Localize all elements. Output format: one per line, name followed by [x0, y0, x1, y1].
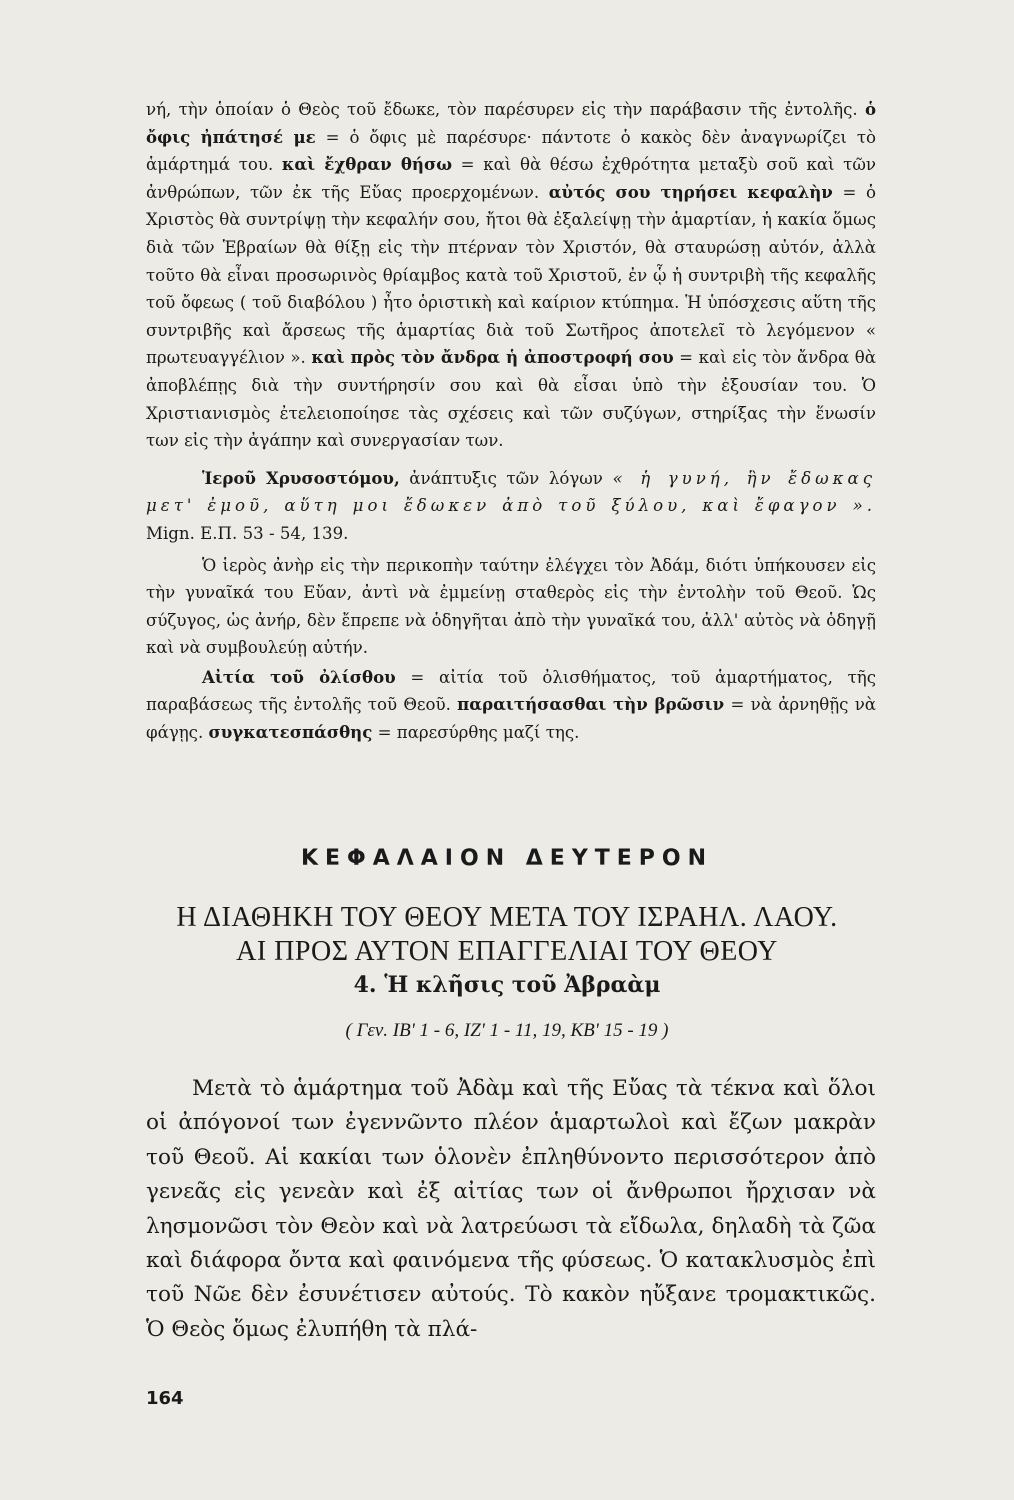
term: καὶ πρὸς τὸν ἄνδρα ἡ ἀποστροφή σου — [311, 347, 674, 368]
term: ὁ ὄφις ἠπάτησέ με — [146, 99, 877, 147]
main-text — [146, 1072, 876, 1347]
page-number: 164 — [146, 1388, 184, 1409]
term: παραιτήσασθαι τὴν βρῶσιν — [457, 694, 725, 715]
scripture-references: ( Γεν. ΙΒ' 1 - 6, ΙΖ' 1 - 11, 19, ΚΒ' 15 - 19 ) — [345, 1020, 669, 1041]
section-heading: 4. Ἡ κλῆσις τοῦ Ἀβραὰμ — [353, 972, 661, 998]
term: συγκατεσπάσθης — [208, 722, 373, 743]
commentary-paragraph-4: Αἰτία τοῦ ὀλίσθου = αἰτία τοῦ ὀλισθήματος, τοῦ ἁμαρτήματος, τῆς παραβάσεως τῆς ἐντολῆς τοῦ Θεοῦ. παραιτήσασθαι τὴν βρῶσιν = νὰ ἀρνηθῇς νὰ φάγῃς. συγκατεσπάσθης = παρεσύρθης μαζί της. — [146, 666, 877, 743]
term: καὶ ἔχθραν θήσω — [281, 154, 453, 175]
commentary-paragraph-3: Ὁ ἱερὸς ἀνὴρ εἰς τὴν περικοπὴν ταύτην ἐλέγχει τὸν Ἀδάμ, διότι ὑπήκουσεν εἰς τὴν γυναῖκά του Εὔαν, ἀντὶ νὰ ἐμμείνῃ σταθερὸς εἰς τὴν ἐντολὴν τοῦ Θεοῦ. Ὡς σύζυγος, ὡς ἀνήρ, δὲν ἔπρεπε νὰ ὁδηγῆται ἀπὸ τὴν γυναῖκά του, ἀλλ' αὐτὸς νὰ ὁδηγῇ καὶ νὰ συμβουλεύῃ αὐτήν. — [146, 555, 876, 658]
commentary-block — [146, 96, 876, 747]
main-paragraph: Μετὰ τὸ ἁμάρτημα τοῦ Ἀδὰμ καὶ τῆς Εὔας τὰ τέκνα καὶ ὅλοι οἱ ἀπόγονοί των ἐγεννῶντο πλέον ἁμαρτωλοὶ καὶ ἔζων μακρὰν τοῦ Θεοῦ. Αἱ κακίαι των ὁλονὲν ἐπληθύνοντο περισσότερον ἀπὸ γενεᾶς εἰς γενεὰν καὶ ἐξ αἰτίας των οἱ ἄνθρωποι ἤρχισαν νὰ λησμονῶσι τὸν Θεὸν καὶ νὰ λατρεύωσι τὰ εἴδωλα, δηλαδὴ τὰ ζῶα καὶ διάφορα ὄντα καὶ φαινόμενα τῆς φύσεως. Ὁ κατακλυσμὸς ἐπὶ τοῦ Νῶε δὲν ἐσυνέτισεν αὐτούς. Τὸ κακὸν ηὔξανε τρομακτικῶς. Ὁ Θεὸς ὅμως ἐλυπήθη τὰ πλά- — [146, 1076, 876, 1342]
author-reference: Ἱεροῦ Χρυσοστόμου, — [202, 467, 400, 488]
term: αὐτός σου τηρήσει κεφαλὴν — [548, 181, 833, 202]
chapter-title-line-2: ΑΙ ΠΡΟΣ ΑΥΤΟΝ ΕΠΑΓΓΕΛΙΑΙ ΤΟΥ ΘΕΟΥ — [236, 936, 778, 967]
chapter-heading: ΚΕΦΑΛΑΙΟΝ ΔΕΥΤΕΡΟΝ — [300, 846, 714, 871]
commentary-paragraph-citation: Ἱεροῦ Χρυσοστόμου, ἀνάπτυξις τῶν λόγων « ἡ γυνή, ἣν ἔδωκας μετ' ἐμοῦ, αὕτη μοι ἔδωκεν ἀπὸ τοῦ ξύλου, καὶ ἔφαγον ». Mign. E.Π. 53 - 54, 139. — [146, 467, 876, 543]
chapter-title-line-1: Η ΔΙΑΘΗΚΗ ΤΟΥ ΘΕΟΥ ΜΕΤΑ ΤΟΥ ΙΣΡΑΗΛ. ΛΑΟΥ. — [176, 902, 838, 933]
quotation: « ἡ γυνή, ἣν ἔδωκας μετ' ἐμοῦ, αὕτη μοι ἔδωκεν ἀπὸ τοῦ ξύλου, καὶ ἔφαγον ». — [146, 468, 876, 516]
commentary-paragraph-1: νή, τὴν ὁποίαν ὁ Θεὸς τοῦ ἔδωκε, τὸν παρέσυρεν εἰς τὴν παράβασιν τῆς ἐντολῆς. ὁ ὄφις ἠπάτησέ με = ὁ ὄφις μὲ παρέσυρε· πάντοτε ὁ κακὸς δὲν ἀναγνωρίζει τὸ ἁμάρτημά του. καὶ ἔχθραν θήσω = καὶ θὰ θέσω ἐχθρότητα μεταξὺ σοῦ καὶ τῶν ἀνθρώπων, τῶν ἐκ τῆς Εὔας προερχομένων. αὐτός σου τηρήσει κεφαλὴν = ὁ Χριστὸς θὰ συντρίψῃ τὴν κεφαλήν σου, ἤτοι θὰ ἐξαλείψῃ τὴν ἁμαρτίαν, ἡ κακία ὅμως διὰ τῶν Ἑβραίων θὰ θίξῃ εἰς τὴν πτέρναν τὸν Χριστόν, θὰ σταυρώσῃ αὐτόν, ἀλλὰ τοῦτο θὰ εἶναι προσωρινὸς θρίαμβος κατὰ τοῦ Χριστοῦ, ἐν ᾧ ἡ συντριβὴ τῆς κεφαλῆς τοῦ ὄφεως ( τοῦ διαβόλου ) ἦτο ὁριστικὴ καὶ καίριον κτύπημα. Ἡ ὑπόσχεσις αὕτη τῆς συντριβῆς καὶ ἄρσεως τῆς ἁμαρτίας διὰ τοῦ Σωτῆρος ἀποτελεῖ τὸ λεγόμενον « πρωτευαγγέλιον ». καὶ πρὸς τὸν ἄνδρα ἡ ἀποστροφή σου = καὶ εἰς τὸν ἄνδρα θὰ ἀποβλέπῃς διὰ τὴν συντήρησίν σου καὶ θὰ εἶσαι ὑπὸ τὴν ἐξουσίαν του. Ὁ Χριστιανισμὸς ἐτελειοποίησε τὰς σχέσεις καὶ τῶν συζύγων, στηρίξας τὴν ἕνωσίν των εἰς τὴν ἀγάπην καὶ συνεργασίαν των. — [146, 99, 877, 451]
term: Αἰτία τοῦ ὀλίσθου — [202, 666, 396, 687]
